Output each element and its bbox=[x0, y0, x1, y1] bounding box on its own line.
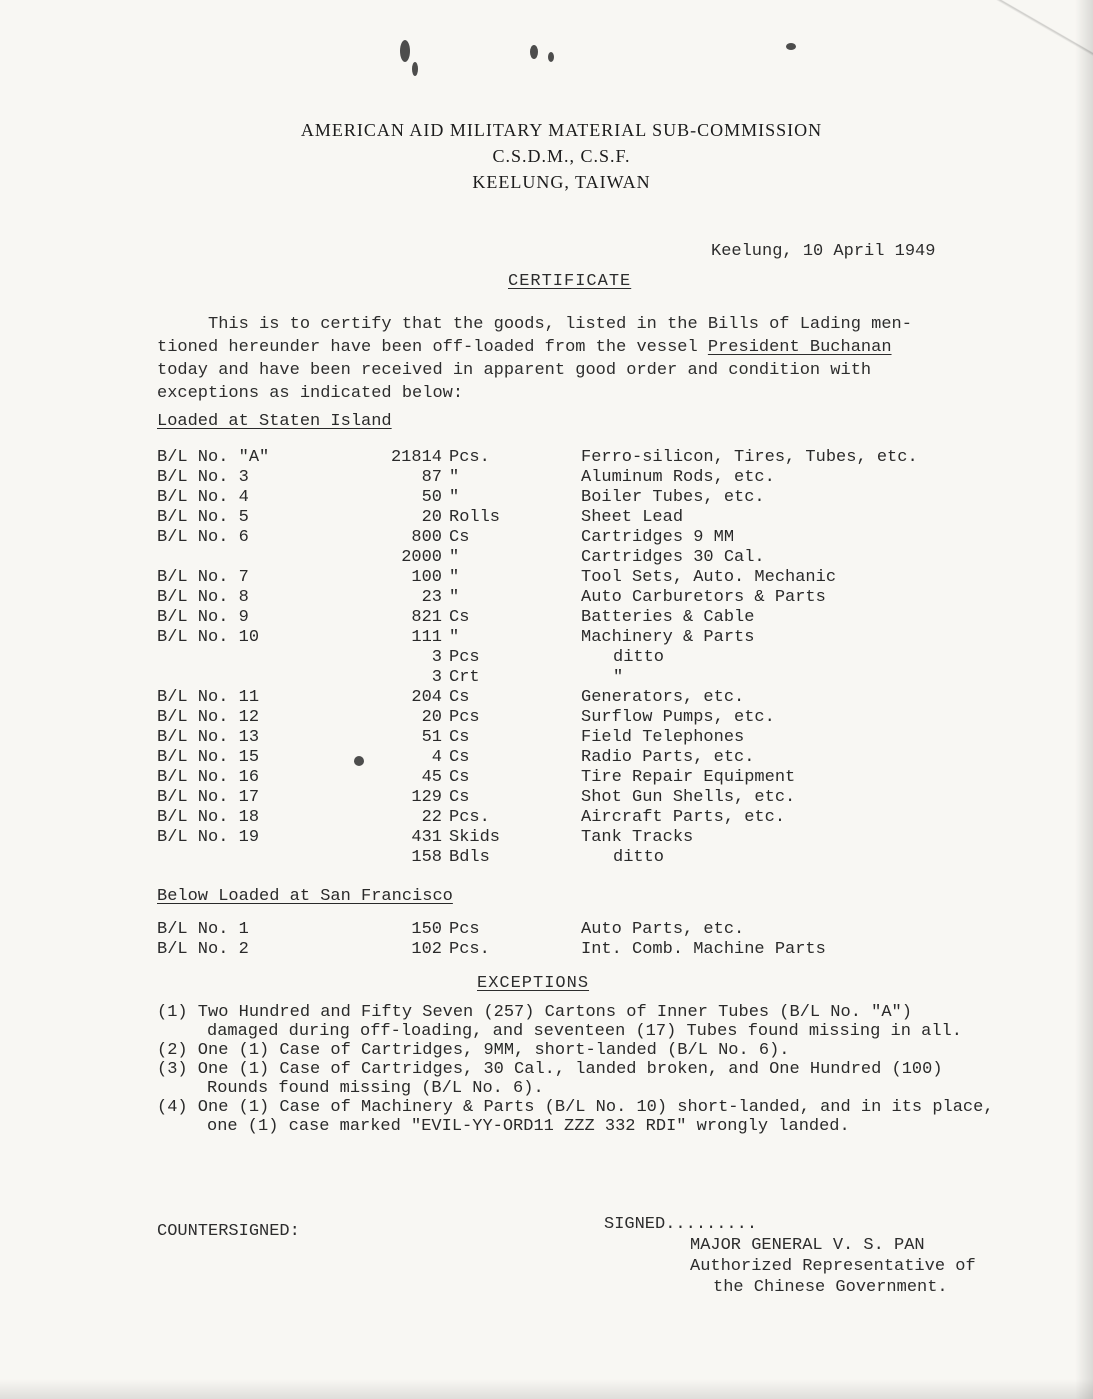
description: Machinery & Parts bbox=[581, 628, 755, 647]
exception-item-continuation: Rounds found missing (B/L No. 6). bbox=[207, 1079, 544, 1098]
intro-line: tioned hereunder have been off-loaded from the vessel bbox=[157, 338, 708, 357]
unit: Crt bbox=[449, 668, 480, 687]
unit: " bbox=[449, 488, 460, 507]
intro-line: This is to certify that the goods, listed in the Bills of Lading men- bbox=[157, 315, 912, 334]
description: Tank Tracks bbox=[581, 828, 694, 847]
unit: Pcs. bbox=[449, 940, 490, 959]
bill-of-lading-number: B/L No. 8 bbox=[157, 588, 249, 607]
quantity: 431 bbox=[411, 828, 442, 847]
description: Batteries & Cable bbox=[581, 608, 755, 627]
quantity: 20 bbox=[421, 508, 442, 527]
bill-of-lading-number: B/L No. 7 bbox=[157, 568, 249, 587]
ink-smudge bbox=[530, 45, 538, 59]
quantity: 21814 bbox=[390, 448, 442, 467]
description: Tire Repair Equipment bbox=[581, 768, 796, 787]
bill-of-lading-number: B/L No. 1 bbox=[157, 920, 249, 939]
description: Field Telephones bbox=[581, 728, 745, 747]
exception-item: (4) One (1) Case of Machinery & Parts (B/L No. 10) short-landed, and in its place, bbox=[157, 1098, 994, 1117]
bill-of-lading-number: B/L No. 13 bbox=[157, 728, 260, 747]
bill-of-lading-number: B/L No. 6 bbox=[157, 528, 249, 547]
quantity: 100 bbox=[411, 568, 442, 587]
unit: Cs bbox=[449, 768, 470, 787]
table-row bbox=[157, 940, 957, 960]
unit: Pcs. bbox=[449, 808, 490, 827]
description: Cartridges 9 MM bbox=[581, 528, 735, 547]
exception-item-continuation: damaged during off-loading, and seventeen (17) Tubes found missing in all. bbox=[207, 1022, 962, 1041]
table-row bbox=[157, 588, 957, 608]
letterhead-location: KEELUNG, TAIWAN bbox=[472, 172, 651, 192]
quantity: 150 bbox=[411, 920, 442, 939]
bill-of-lading-table-staten-island bbox=[157, 448, 957, 868]
unit: Bdls bbox=[449, 848, 490, 867]
quantity: 2000 bbox=[401, 548, 442, 567]
table-row bbox=[157, 648, 957, 668]
quantity: 102 bbox=[411, 940, 442, 959]
unit: Pcs bbox=[449, 648, 480, 667]
bill-of-lading-number: B/L No. 10 bbox=[157, 628, 260, 647]
description: ditto bbox=[613, 648, 665, 667]
description: Auto Carburetors & Parts bbox=[581, 588, 826, 607]
bill-of-lading-number: B/L No. 9 bbox=[157, 608, 249, 627]
description: Cartridges 30 Cal. bbox=[581, 548, 765, 567]
unit: Cs bbox=[449, 788, 470, 807]
table-row bbox=[157, 708, 957, 728]
intro-line: today and have been received in apparent good order and condition with bbox=[157, 361, 872, 380]
bill-of-lading-number: B/L No. 15 bbox=[157, 748, 260, 767]
table-row bbox=[157, 688, 957, 708]
intro-paragraph bbox=[157, 313, 947, 405]
table-row bbox=[157, 468, 957, 488]
quantity: 204 bbox=[411, 688, 442, 707]
unit: Pcs. bbox=[449, 448, 490, 467]
bill-of-lading-number: B/L No. 19 bbox=[157, 828, 260, 847]
intro-line: exceptions as indicated below: bbox=[157, 384, 464, 403]
unit: Cs bbox=[449, 748, 470, 767]
description: Sheet Lead bbox=[581, 508, 684, 527]
bill-of-lading-table-san-francisco bbox=[157, 920, 957, 960]
table-row bbox=[157, 808, 957, 828]
bill-of-lading-number: B/L No. 2 bbox=[157, 940, 249, 959]
ink-smudge bbox=[548, 52, 554, 62]
unit: Cs bbox=[449, 728, 470, 747]
bill-of-lading-number: B/L No. 12 bbox=[157, 708, 260, 727]
table-row bbox=[157, 668, 957, 688]
table-row bbox=[157, 488, 957, 508]
unit: Cs bbox=[449, 608, 470, 627]
unit: Pcs bbox=[449, 708, 480, 727]
paper-bottom-shadow bbox=[0, 1379, 1093, 1399]
document-date: Keelung, 10 April 1949 bbox=[711, 242, 936, 261]
description: Ferro-silicon, Tires, Tubes, etc. bbox=[581, 448, 918, 467]
quantity: 821 bbox=[411, 608, 442, 627]
description: Aluminum Rods, etc. bbox=[581, 468, 775, 487]
quantity: 3 bbox=[431, 668, 442, 687]
description: Int. Comb. Machine Parts bbox=[581, 940, 826, 959]
quantity: 129 bbox=[411, 788, 442, 807]
letterhead-departments: C.S.D.M., C.S.F. bbox=[492, 146, 631, 166]
quantity: 158 bbox=[411, 848, 442, 867]
quantity: 111 bbox=[411, 628, 442, 647]
bill-of-lading-number: B/L No. "A" bbox=[157, 448, 270, 467]
description: Auto Parts, etc. bbox=[581, 920, 745, 939]
letterhead-organization: AMERICAN AID MILITARY MATERIAL SUB-COMMISSION bbox=[300, 120, 823, 140]
ink-smudge bbox=[786, 43, 796, 50]
quantity: 22 bbox=[421, 808, 442, 827]
bill-of-lading-number: B/L No. 16 bbox=[157, 768, 260, 787]
unit: Pcs bbox=[449, 920, 480, 939]
table-row bbox=[157, 748, 957, 768]
bill-of-lading-number: B/L No. 4 bbox=[157, 488, 249, 507]
unit: " bbox=[449, 628, 460, 647]
exception-item: (1) Two Hundred and Fifty Seven (257) Cartons of Inner Tubes (B/L No. "A") bbox=[157, 1003, 912, 1022]
exception-item: (3) One (1) Case of Cartridges, 30 Cal., landed broken, and One Hundred (100) bbox=[157, 1060, 943, 1079]
table-row bbox=[157, 920, 957, 940]
unit: Cs bbox=[449, 688, 470, 707]
exception-item-continuation: one (1) case marked "EVIL-YY-ORD11 ZZZ 332 RDI" wrongly landed. bbox=[207, 1117, 850, 1136]
table-row bbox=[157, 828, 957, 848]
table-row bbox=[157, 848, 957, 868]
table-row bbox=[157, 608, 957, 628]
unit: Cs bbox=[449, 528, 470, 547]
quantity: 87 bbox=[421, 468, 442, 487]
description: ditto bbox=[613, 848, 665, 867]
section-heading-staten-island: Loaded at Staten Island bbox=[157, 412, 392, 431]
bill-of-lading-number: B/L No. 5 bbox=[157, 508, 249, 527]
exceptions-list bbox=[157, 1003, 1037, 1136]
table-row bbox=[157, 628, 957, 648]
quantity: 4 bbox=[431, 748, 442, 767]
description: Aircraft Parts, etc. bbox=[581, 808, 786, 827]
table-row bbox=[157, 448, 957, 468]
table-row bbox=[157, 508, 957, 528]
paper-edge-shadow bbox=[1075, 0, 1093, 1399]
countersigned-label: COUNTERSIGNED: bbox=[157, 1222, 300, 1241]
description: Boiler Tubes, etc. bbox=[581, 488, 765, 507]
unit: Skids bbox=[449, 828, 501, 847]
quantity: 23 bbox=[421, 588, 442, 607]
unit: " bbox=[449, 468, 460, 487]
paper-fold-mark bbox=[985, 0, 1093, 70]
signatory-title-cont: the Chinese Government. bbox=[713, 1278, 948, 1297]
table-row bbox=[157, 528, 957, 548]
description: Shot Gun Shells, etc. bbox=[581, 788, 796, 807]
description: Radio Parts, etc. bbox=[581, 748, 755, 767]
quantity: 800 bbox=[411, 528, 442, 547]
quantity: 20 bbox=[421, 708, 442, 727]
section-heading-san-francisco: Below Loaded at San Francisco bbox=[157, 887, 453, 906]
bill-of-lading-number: B/L No. 17 bbox=[157, 788, 260, 807]
description: Tool Sets, Auto. Mechanic bbox=[581, 568, 837, 587]
unit: " bbox=[449, 548, 460, 567]
ink-smudge bbox=[400, 40, 410, 62]
exceptions-title: EXCEPTIONS bbox=[477, 974, 590, 993]
signatory-title: Authorized Representative of bbox=[690, 1257, 976, 1276]
table-row bbox=[157, 568, 957, 588]
bill-of-lading-number: B/L No. 3 bbox=[157, 468, 249, 487]
description: " bbox=[613, 668, 624, 687]
ink-smudge bbox=[412, 62, 418, 76]
bill-of-lading-number: B/L No. 18 bbox=[157, 808, 260, 827]
table-row bbox=[157, 768, 957, 788]
table-row bbox=[157, 548, 957, 568]
quantity: 50 bbox=[421, 488, 442, 507]
unit: " bbox=[449, 588, 460, 607]
quantity: 45 bbox=[421, 768, 442, 787]
quantity: 3 bbox=[431, 648, 442, 667]
signed-label: SIGNED......... bbox=[604, 1215, 758, 1234]
description: Generators, etc. bbox=[581, 688, 745, 707]
table-row bbox=[157, 788, 957, 808]
exception-item: (2) One (1) Case of Cartridges, 9MM, short-landed (B/L No. 6). bbox=[157, 1041, 790, 1060]
table-row bbox=[157, 728, 957, 748]
quantity: 51 bbox=[421, 728, 442, 747]
vessel-name: President Buchanan bbox=[707, 338, 892, 357]
document-title: CERTIFICATE bbox=[508, 272, 632, 291]
unit: " bbox=[449, 568, 460, 587]
unit: Rolls bbox=[449, 508, 501, 527]
signatory-name: MAJOR GENERAL V. S. PAN bbox=[690, 1236, 925, 1255]
bill-of-lading-number: B/L No. 11 bbox=[157, 688, 260, 707]
description: Surflow Pumps, etc. bbox=[581, 708, 775, 727]
